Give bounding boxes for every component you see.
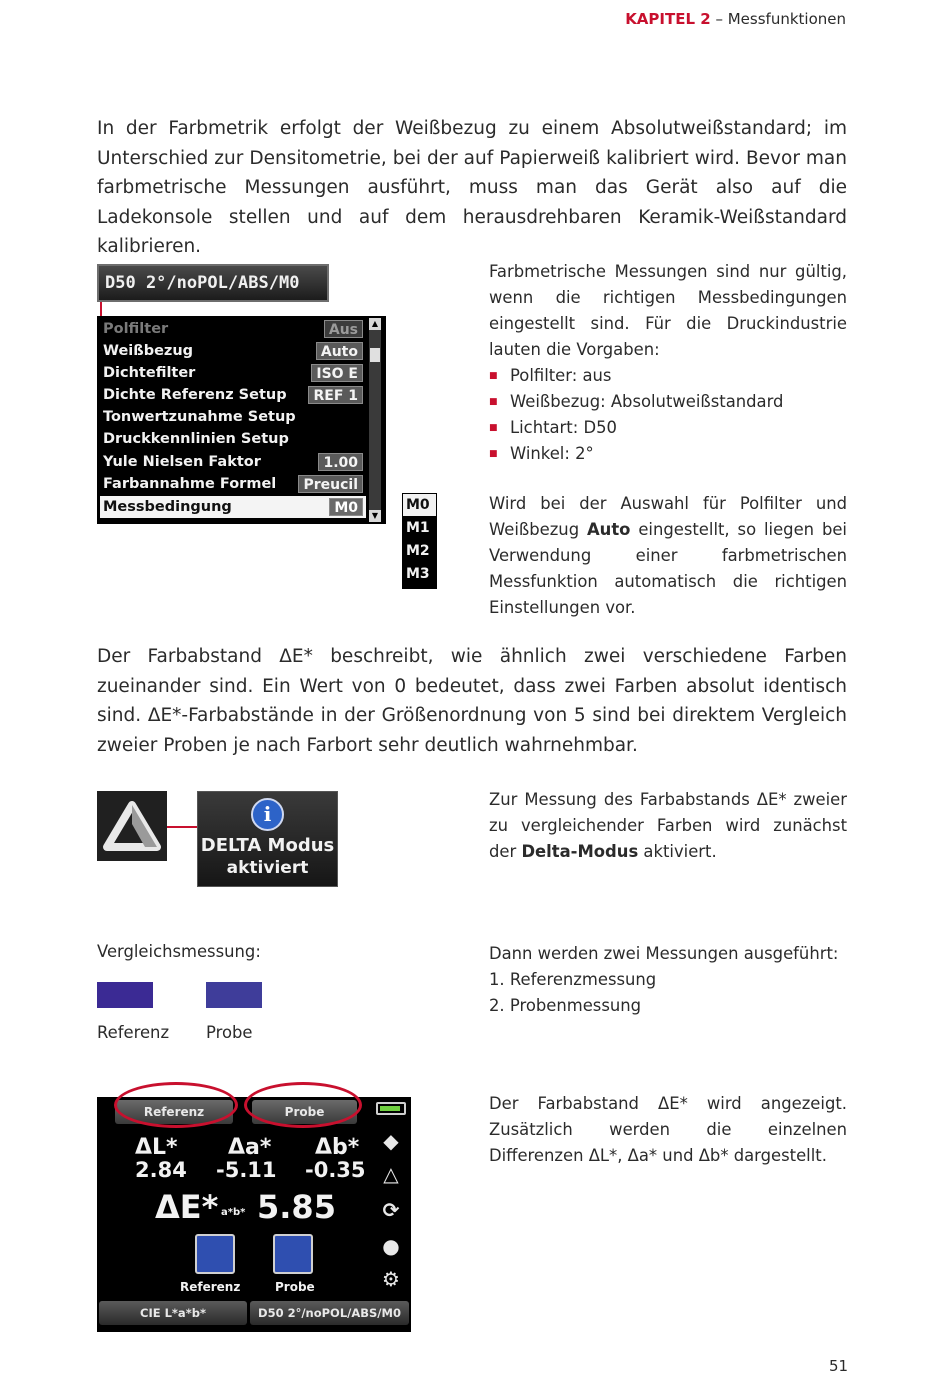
- list-item: ■ Polfilter: aus: [489, 363, 847, 389]
- delta-text-b: aktiviert.: [638, 842, 717, 861]
- delta-b-label: Δb*: [315, 1135, 360, 1160]
- menu-item-value: Preucil: [298, 475, 363, 493]
- conditions-intro: Farbmetrische Messungen sind nur gültig, wenn die richtigen Messbedingungen eingestellt sind. Für die Druckindustrie lauten die Vorgaben:: [489, 262, 847, 359]
- section-label: – Messfunktionen: [710, 10, 846, 28]
- running-header: [625, 10, 846, 28]
- delta-keyword: Delta-Modus: [521, 842, 639, 861]
- steps-intro: Dann werden zwei Messungen ausgeführt:: [489, 944, 839, 963]
- menu-item-label: Dichte Referenz Setup: [103, 387, 287, 403]
- menu-item-value: M0: [329, 498, 363, 516]
- reference-swatch: [97, 982, 153, 1008]
- auto-note-b: eingestellt, so liegen bei Verwendung einer farbmetrischen Messfunktion automatisch die richtigen Einstellungen vor.: [489, 520, 847, 617]
- measurement-steps: [489, 941, 847, 1019]
- menu-item-label: Druckkennlinien Setup: [103, 431, 289, 447]
- menu-item-value: 1.00: [318, 453, 363, 471]
- scroll-thumb[interactable]: [370, 348, 380, 362]
- step-1: 1. Referenzmessung: [489, 970, 657, 989]
- reference-patch-label: Referenz: [180, 1280, 241, 1294]
- auto-note: [489, 491, 847, 621]
- menu-item-druckkennlinien[interactable]: [100, 428, 366, 450]
- intro-paragraph: In der Farbmetrik erfolgt der Weißbezug zu einem Absolutweißstandard; im Unterschied zur Densitometrie, bei der auf Papierweiß kalibriert wird. Bevor man farbmetrische Messungen ausführt, muss man das Gerät also auf die Ladekonsole stellen und auf dem herausdrehbaren Keramik-Weißstandard kalibrieren.: [97, 118, 847, 257]
- scroll-up-icon[interactable]: ▲: [369, 318, 381, 330]
- delta-text-a: Zur Messung des Farbabstands ΔE* zweier zu vergleichender Farben wird zunächst der: [489, 790, 847, 861]
- menu-item-label: Polfilter: [103, 321, 169, 337]
- list-item: ■ Weißbezug: Absolutweißstandard: [489, 389, 847, 415]
- measurement-condition-bar: D50 2°/noPOL/ABS/M0: [97, 264, 329, 302]
- page-number: 51: [829, 1357, 849, 1375]
- menu-item-value: Auto: [316, 342, 363, 360]
- delta-e-value: 5.85: [257, 1188, 336, 1226]
- battery-icon: [376, 1102, 406, 1115]
- menu-item-messbedingung[interactable]: [100, 496, 366, 518]
- option-m0[interactable]: M0: [403, 494, 436, 516]
- list-item: ■ Winkel: 2°: [489, 441, 847, 467]
- reference-label: Referenz: [97, 1023, 170, 1042]
- option-m1[interactable]: M1: [406, 520, 430, 536]
- conditions-list: [489, 363, 847, 467]
- tab-referenz[interactable]: Referenz: [115, 1100, 233, 1124]
- step-2: 2. Probenmessung: [489, 996, 642, 1015]
- measurement-condition-button[interactable]: D50 2°/noPOL/ABS/M0: [250, 1301, 409, 1325]
- probe-patch-label: Probe: [275, 1280, 315, 1294]
- auto-keyword: Auto: [586, 520, 631, 539]
- menu-item-label: Yule Nielsen Faktor: [103, 454, 261, 470]
- delta-result-screen: [97, 1097, 411, 1332]
- menu-item-weissbezug[interactable]: [100, 340, 366, 362]
- option-m3[interactable]: M3: [406, 566, 430, 582]
- delta-mode-icon[interactable]: [97, 791, 167, 861]
- reference-patch: [195, 1234, 235, 1274]
- menu-item-dichtefilter[interactable]: [100, 362, 366, 384]
- color-icon[interactable]: ●: [382, 1234, 400, 1258]
- menu-item-value: ISO E: [311, 364, 363, 382]
- menu-item-polfilter[interactable]: [100, 318, 366, 340]
- delta-a-label: Δa*: [228, 1135, 272, 1160]
- delta-b-value: -0.35: [305, 1158, 366, 1182]
- delta-icon[interactable]: △: [383, 1162, 399, 1186]
- menu-item-dichte-referenz[interactable]: [100, 384, 366, 406]
- eraser-icon[interactable]: ◆: [383, 1129, 399, 1153]
- menu-scrollbar[interactable]: [369, 318, 381, 522]
- delta-a-value: -5.11: [216, 1158, 277, 1182]
- connector-line: [167, 826, 197, 828]
- delta-l-label: ΔL*: [135, 1135, 178, 1160]
- message-line-1: DELTA Modus: [200, 835, 335, 856]
- menu-item-value: REF 1: [308, 386, 363, 404]
- delta-e-paragraph: Der Farbabstand ΔE* beschreibt, wie ähnlich zwei verschiedene Farben zueinander sind. Ein Wert von 0 bedeutet, dass zwei Farben absolut identisch sind. ΔE*-Farbabstände in der Größenordnung von 5 sind bei direktem Vergleich zweier Proben je nach Farbort sehr deutlich wahrnehmbar.: [97, 646, 847, 756]
- menu-item-farbannahme[interactable]: [100, 473, 366, 495]
- settings-menu: [97, 316, 386, 524]
- result-text: Der Farbabstand ΔE* wird angezeigt. Zusätzlich werden die einzelnen Differenzen ΔL*, Δa* und Δb* dargestellt.: [489, 1094, 847, 1165]
- probe-patch: [273, 1234, 313, 1274]
- comparison-title: Vergleichsmessung:: [97, 942, 261, 961]
- probe-highlight: [244, 1082, 362, 1128]
- messbedingung-options: [402, 493, 437, 589]
- delta-triangle-icon: [97, 791, 167, 861]
- referenz-highlight: [114, 1082, 238, 1128]
- menu-item-yule-nielsen[interactable]: [100, 451, 366, 473]
- menu-item-value: Aus: [324, 320, 363, 338]
- conditions-text: [489, 259, 847, 467]
- menu-item-label: Dichtefilter: [103, 365, 196, 381]
- delta-mode-text: [489, 787, 847, 865]
- color-space-button[interactable]: CIE L*a*b*: [99, 1301, 247, 1325]
- message-line-2: aktiviert: [226, 858, 309, 878]
- delta-e-label: ΔE*: [155, 1188, 219, 1226]
- menu-item-label: Farbannahme Formel: [103, 476, 277, 492]
- menu-item-label: Weißbezug: [103, 343, 194, 359]
- delta-l-value: 2.84: [135, 1158, 187, 1182]
- delta-e-subscript: a*b*: [221, 1207, 246, 1218]
- delta-mode-message: [197, 791, 338, 887]
- probe-swatch: [206, 982, 262, 1008]
- option-m2[interactable]: M2: [406, 543, 430, 559]
- refresh-icon[interactable]: ⟳: [382, 1198, 400, 1222]
- tab-probe[interactable]: Probe: [252, 1100, 357, 1124]
- info-icon: i: [251, 798, 284, 831]
- auto-note-a: Wird bei der Auswahl für Polfilter und Weißbezug: [489, 494, 847, 539]
- settings-icon[interactable]: ⚙: [382, 1267, 400, 1291]
- scroll-down-icon[interactable]: ▼: [369, 510, 381, 522]
- menu-item-tonwertzunahme[interactable]: [100, 406, 366, 428]
- menu-item-label: Tonwertzunahme Setup: [103, 409, 296, 425]
- menu-item-label: Messbedingung: [103, 499, 232, 515]
- list-item: ■ Lichtart: D50: [489, 415, 847, 441]
- chapter-label: KAPITEL 2: [625, 10, 711, 28]
- probe-label: Probe: [206, 1023, 253, 1042]
